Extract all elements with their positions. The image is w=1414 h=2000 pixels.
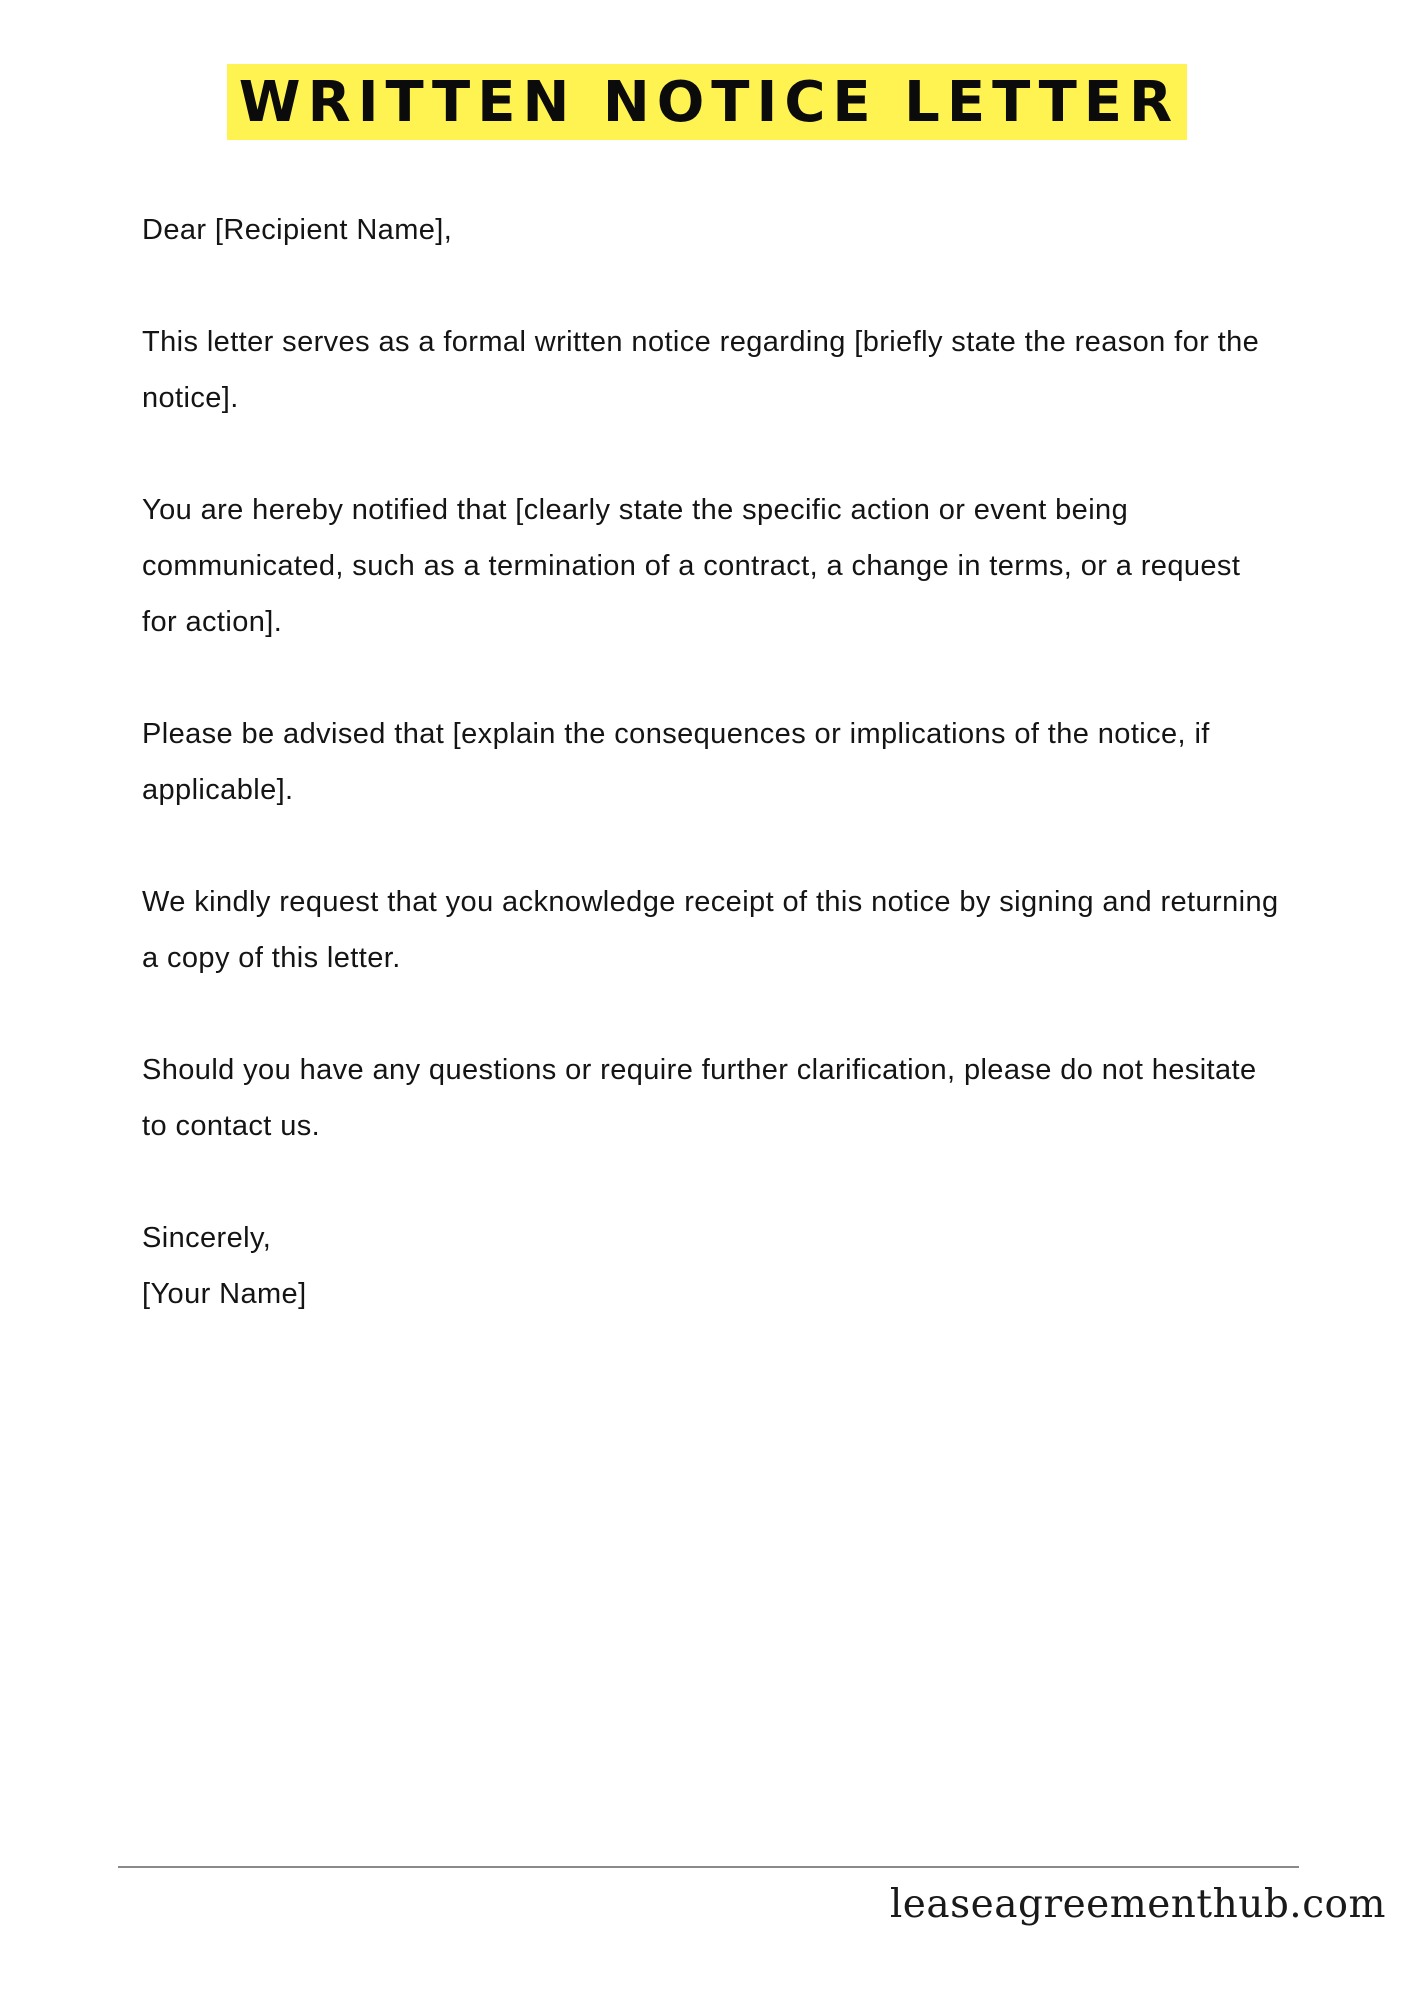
title-container: [0, 64, 1414, 140]
paragraph-acknowledge: We kindly request that you acknowledge receipt of this notice by signing and returning a copy of this letter.: [142, 886, 1279, 974]
paragraph-reason: This letter serves as a formal written notice regarding [briefly state the reason for the notice].: [142, 326, 1260, 414]
closing: Sincerely,: [142, 1222, 272, 1254]
paragraph-contact: Should you have any questions or require further clarification, please do not hesitate to contact us.: [142, 1054, 1257, 1142]
letter-body: [142, 202, 1282, 1322]
footer-brand: leaseagreementhub.com: [889, 1882, 1386, 1927]
paragraph-consequences: Please be advised that [explain the consequences or implications of the notice, if applicable].: [142, 718, 1210, 806]
salutation: Dear [Recipient Name],: [142, 214, 453, 246]
signature-placeholder: [Your Name]: [142, 1278, 307, 1310]
footer-divider: [118, 1866, 1299, 1868]
paragraph-notification: You are hereby notified that [clearly state the specific action or event being communicated, such as a termination of a contract, a change in terms, or a request for action].: [142, 494, 1241, 638]
document-title: WRITTEN NOTICE LETTER: [227, 64, 1187, 140]
